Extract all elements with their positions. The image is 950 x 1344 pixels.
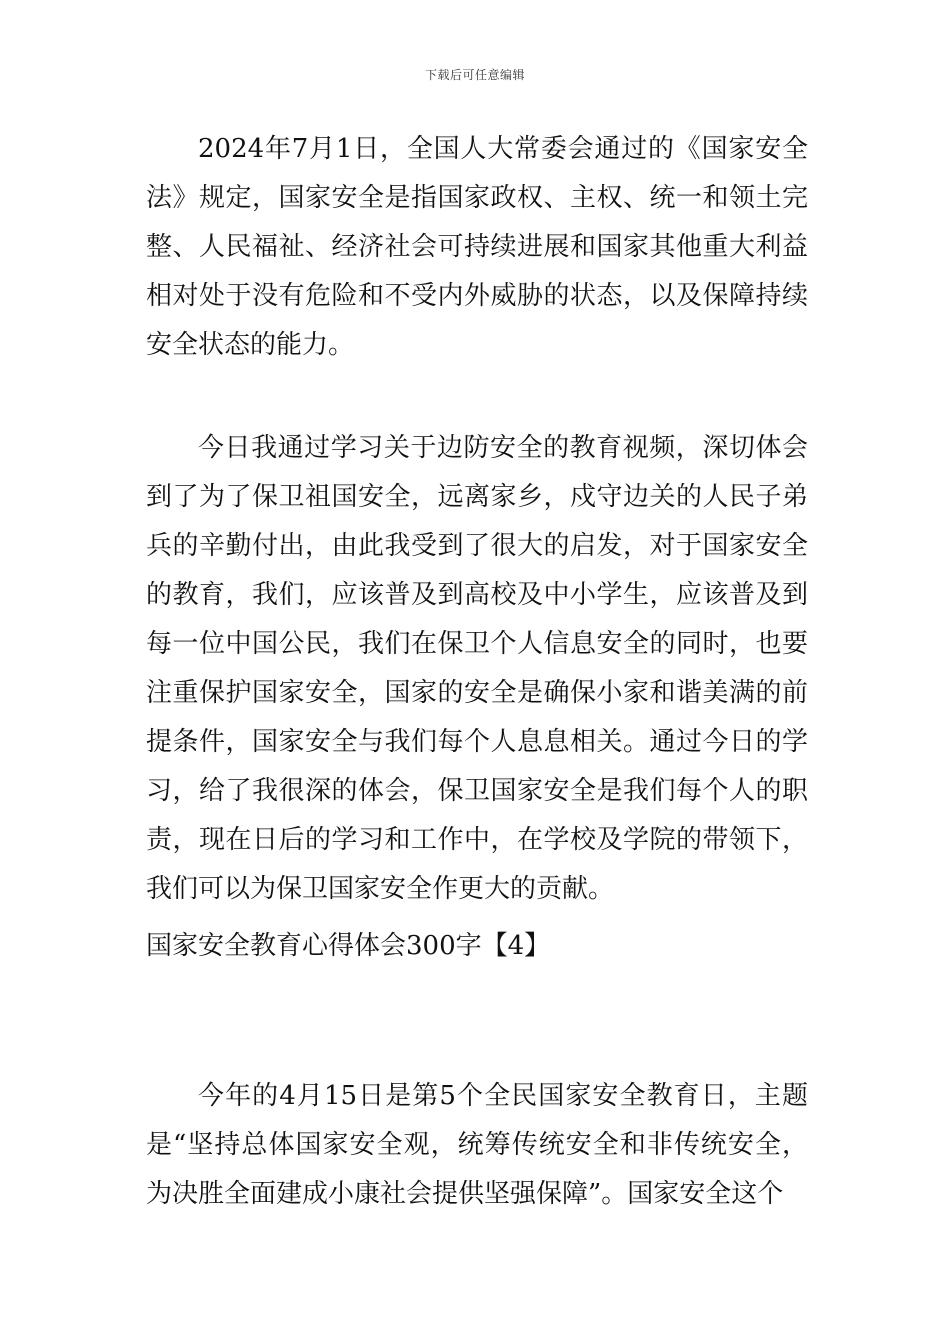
paragraph-security-law: 2024年7月1日，全国人大常委会通过的《国家安全法》规定，国家安全是指国家政权、主权、统一和领土完整、人民福祉、经济社会可持续进展和国家其他重大利益相对处于没有危险和不受内外威胁的状态，以及保障持续安全状态的能力。 <box>146 134 808 360</box>
section-heading: 国家安全教育心得体会300字【4】 <box>146 931 551 961</box>
paragraph-border-video: 今日我通过学习关于边防安全的教育视频，深切体会到了为了保卫祖国安全，远离家乡，戍守边关的人民子弟兵的辛勤付出，由此我受到了很大的启发，对于国家安全的教育，我们，应该普及到高校及中小学生，应该普及到每一位中国公民，我们在保卫个人信息安全的同时，也要注重保护国家安全，国家的安全是确保小家和谐美满的前提条件，国家安全与我们每个人息息相关。通过今日的学习，给了我很深的体会，保卫国家安全是我们每个人的职责，现在日后的学习和工作中，在学校及学院的带领下，我们可以为保卫国家安全作更大的贡献。 <box>146 433 808 904</box>
download-note: 下载后可任意编辑 <box>424 68 525 82</box>
paragraph-education-day: 今年的4月15日是第5个全民国家安全教育日，主题是“坚持总体国家安全观，统筹传统安全和非传统安全，为决胜全面建成小康社会提供坚强保障”。国家安全这个 <box>146 1081 808 1209</box>
